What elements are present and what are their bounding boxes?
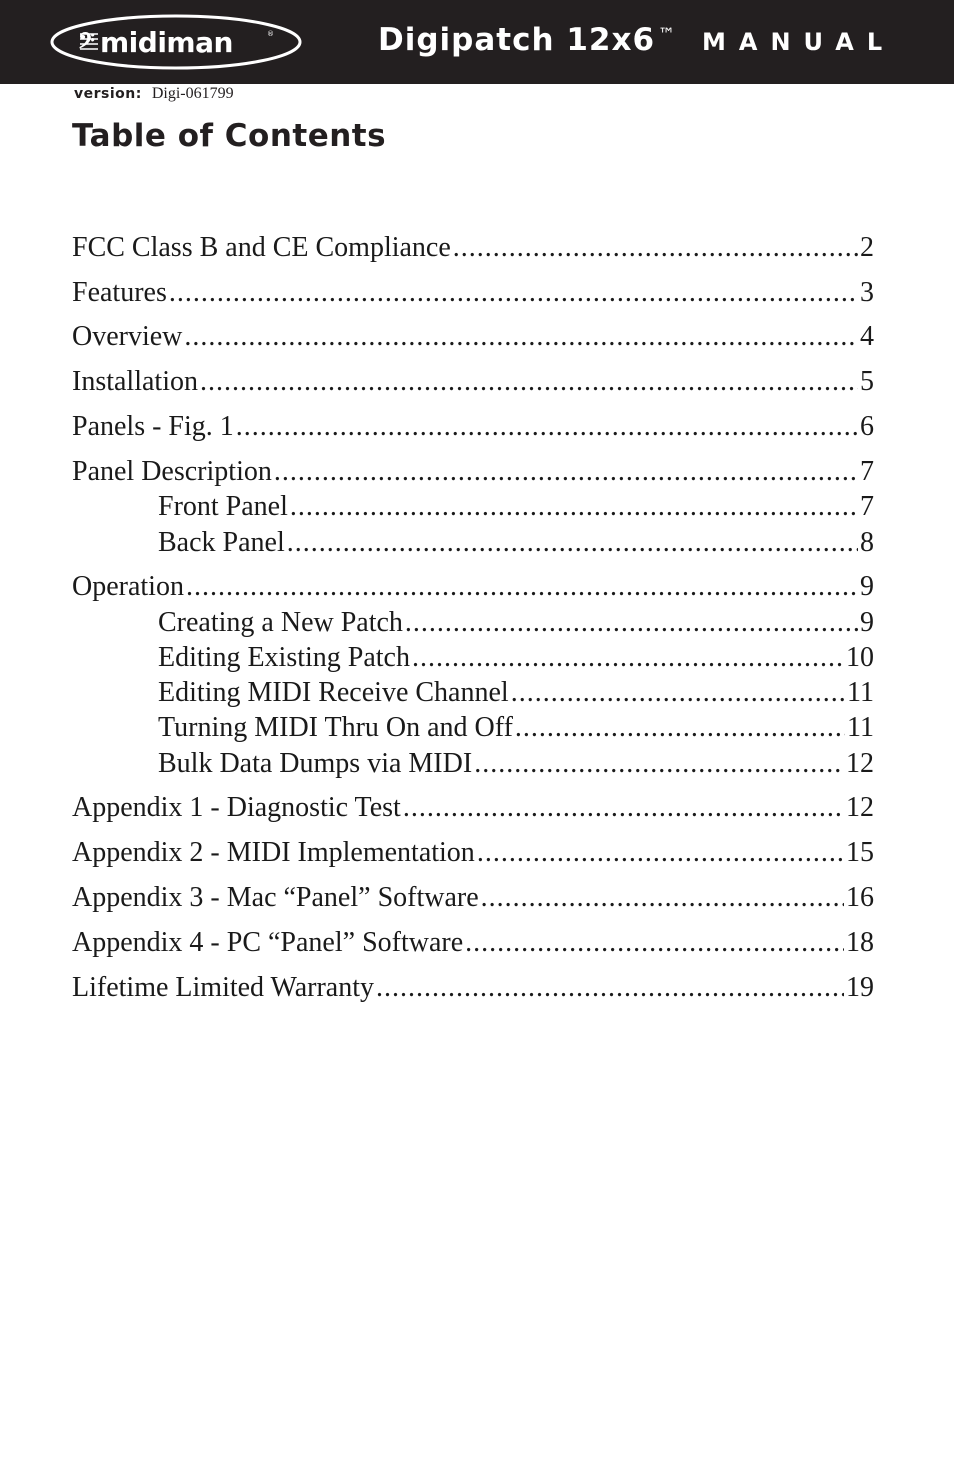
toc-entry-appendix-1[interactable]: Appendix 1 - Diagnostic Test ..... 12	[72, 791, 874, 825]
toc-entry-panels-fig1[interactable]: Panels - Fig. 1 ..... 6	[72, 410, 874, 444]
version-value: Digi-061799	[151, 85, 234, 102]
version-label: version:	[74, 86, 142, 102]
svg-text:midiman: midiman	[100, 26, 233, 59]
toc-entry-bulk-data-dumps[interactable]: Bulk Data Dumps via MIDI ..... 12	[158, 747, 874, 781]
toc-entry-appendix-4[interactable]: Appendix 4 - PC “Panel” Software ..... 18	[72, 926, 874, 960]
toc-entry-midi-receive-channel[interactable]: Editing MIDI Receive Channel ..... 11	[158, 676, 874, 710]
trademark-mark: ™	[658, 25, 677, 45]
toc-title: Table of Contents	[72, 118, 387, 154]
toc-entry-overview[interactable]: Overview ..... 4	[72, 320, 874, 354]
toc-entry-front-panel[interactable]: Front Panel ..... 7	[158, 490, 874, 524]
toc-entry-editing-patch[interactable]: Editing Existing Patch ..... 10	[158, 641, 874, 675]
toc-entry-appendix-3[interactable]: Appendix 3 - Mac “Panel” Software ..... 16	[72, 881, 874, 915]
toc-entry-appendix-2[interactable]: Appendix 2 - MIDI Implementation ..... 15	[72, 836, 874, 870]
manual-label: MANUAL	[702, 28, 896, 56]
header-bar	[0, 0, 954, 84]
toc-entry-midi-thru[interactable]: Turning MIDI Thru On and Off ..... 11	[158, 711, 874, 745]
toc-entry-back-panel[interactable]: Back Panel ..... 8	[158, 526, 874, 560]
svg-text:𝄢: 𝄢	[78, 29, 95, 59]
svg-text:®: ®	[267, 30, 274, 38]
toc-entry-panel-description[interactable]: Panel Description ..... 7	[72, 455, 874, 489]
toc-entry-creating-patch[interactable]: Creating a New Patch ..... 9	[158, 606, 874, 640]
toc-entry-operation[interactable]: Operation ..... 9	[72, 570, 874, 604]
toc-entry-features[interactable]: Features ..... 3	[72, 276, 874, 310]
toc-entry-warranty[interactable]: Lifetime Limited Warranty ..... 19	[72, 971, 874, 1005]
midiman-logo	[50, 14, 302, 70]
toc-entry-installation[interactable]: Installation ..... 5	[72, 365, 874, 399]
toc-entry-fcc[interactable]: FCC Class B and CE Compliance ..... 2	[72, 231, 874, 265]
version-line	[74, 85, 234, 103]
product-title: Digipatch 12x6 ™	[378, 22, 677, 58]
